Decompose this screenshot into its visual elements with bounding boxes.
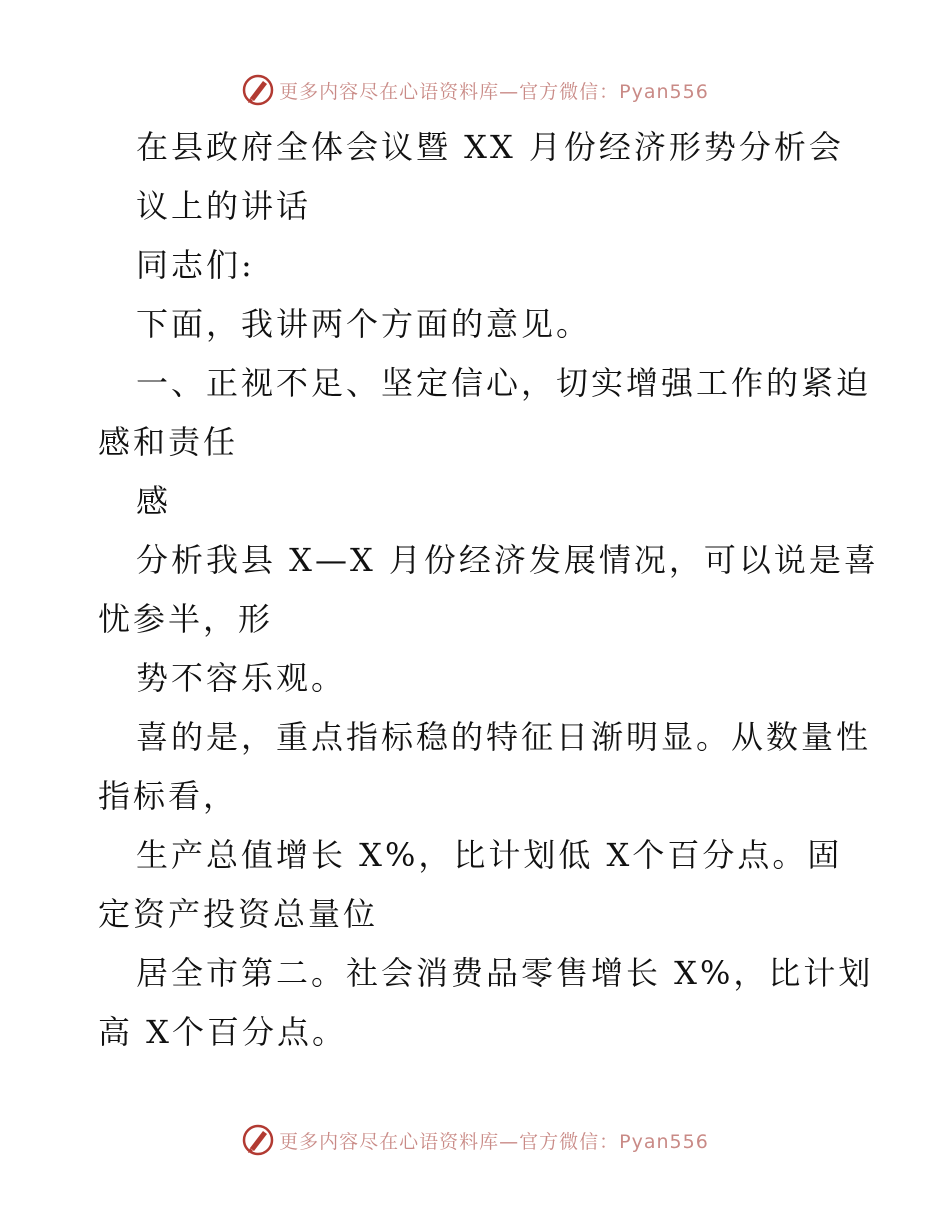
text-line: 一、正视不足、坚定信心，切实增强工作的紧迫: [136, 364, 872, 402]
text-line: 感和责任: [98, 423, 239, 461]
text-line: 生产总值增长 X%，比计划低 X个百分点。固: [136, 836, 843, 874]
text-line: 感: [136, 482, 172, 520]
header-watermark: [0, 70, 950, 110]
text-line: 指标看，: [98, 777, 239, 815]
text-line: 喜的是，重点指标稳的特征日渐明显。从数量性: [136, 718, 872, 756]
text-line: 忧参半，形: [98, 600, 274, 638]
document-body: [98, 118, 879, 1062]
footer-watermark: [0, 1120, 950, 1160]
text-line: 同志们:: [136, 246, 255, 284]
watermark-text: 更多内容尽在心语资料库—官方微信：Pyan556: [279, 1130, 709, 1153]
text-line: 下面，我讲两个方面的意见。: [136, 305, 592, 343]
text-line: 居全市第二。社会消费品零售增长 X%，比计划: [136, 954, 874, 992]
pen-circle-logo-icon: [241, 73, 275, 107]
text-line: 高 X个百分点。: [98, 1013, 347, 1051]
text-line: 在县政府全体会议暨 XX 月份经济形势分析会: [136, 128, 844, 166]
watermark-text: 更多内容尽在心语资料库—官方微信：Pyan556: [279, 80, 709, 103]
text-line: 势不容乐观。: [136, 659, 347, 697]
text-line: 议上的讲话: [136, 187, 312, 225]
text-line: 定资产投资总量位: [98, 895, 379, 933]
text-line: 分析我县 X—X 月份经济发展情况，可以说是喜: [136, 541, 879, 579]
pen-circle-logo-icon: [241, 1123, 275, 1157]
